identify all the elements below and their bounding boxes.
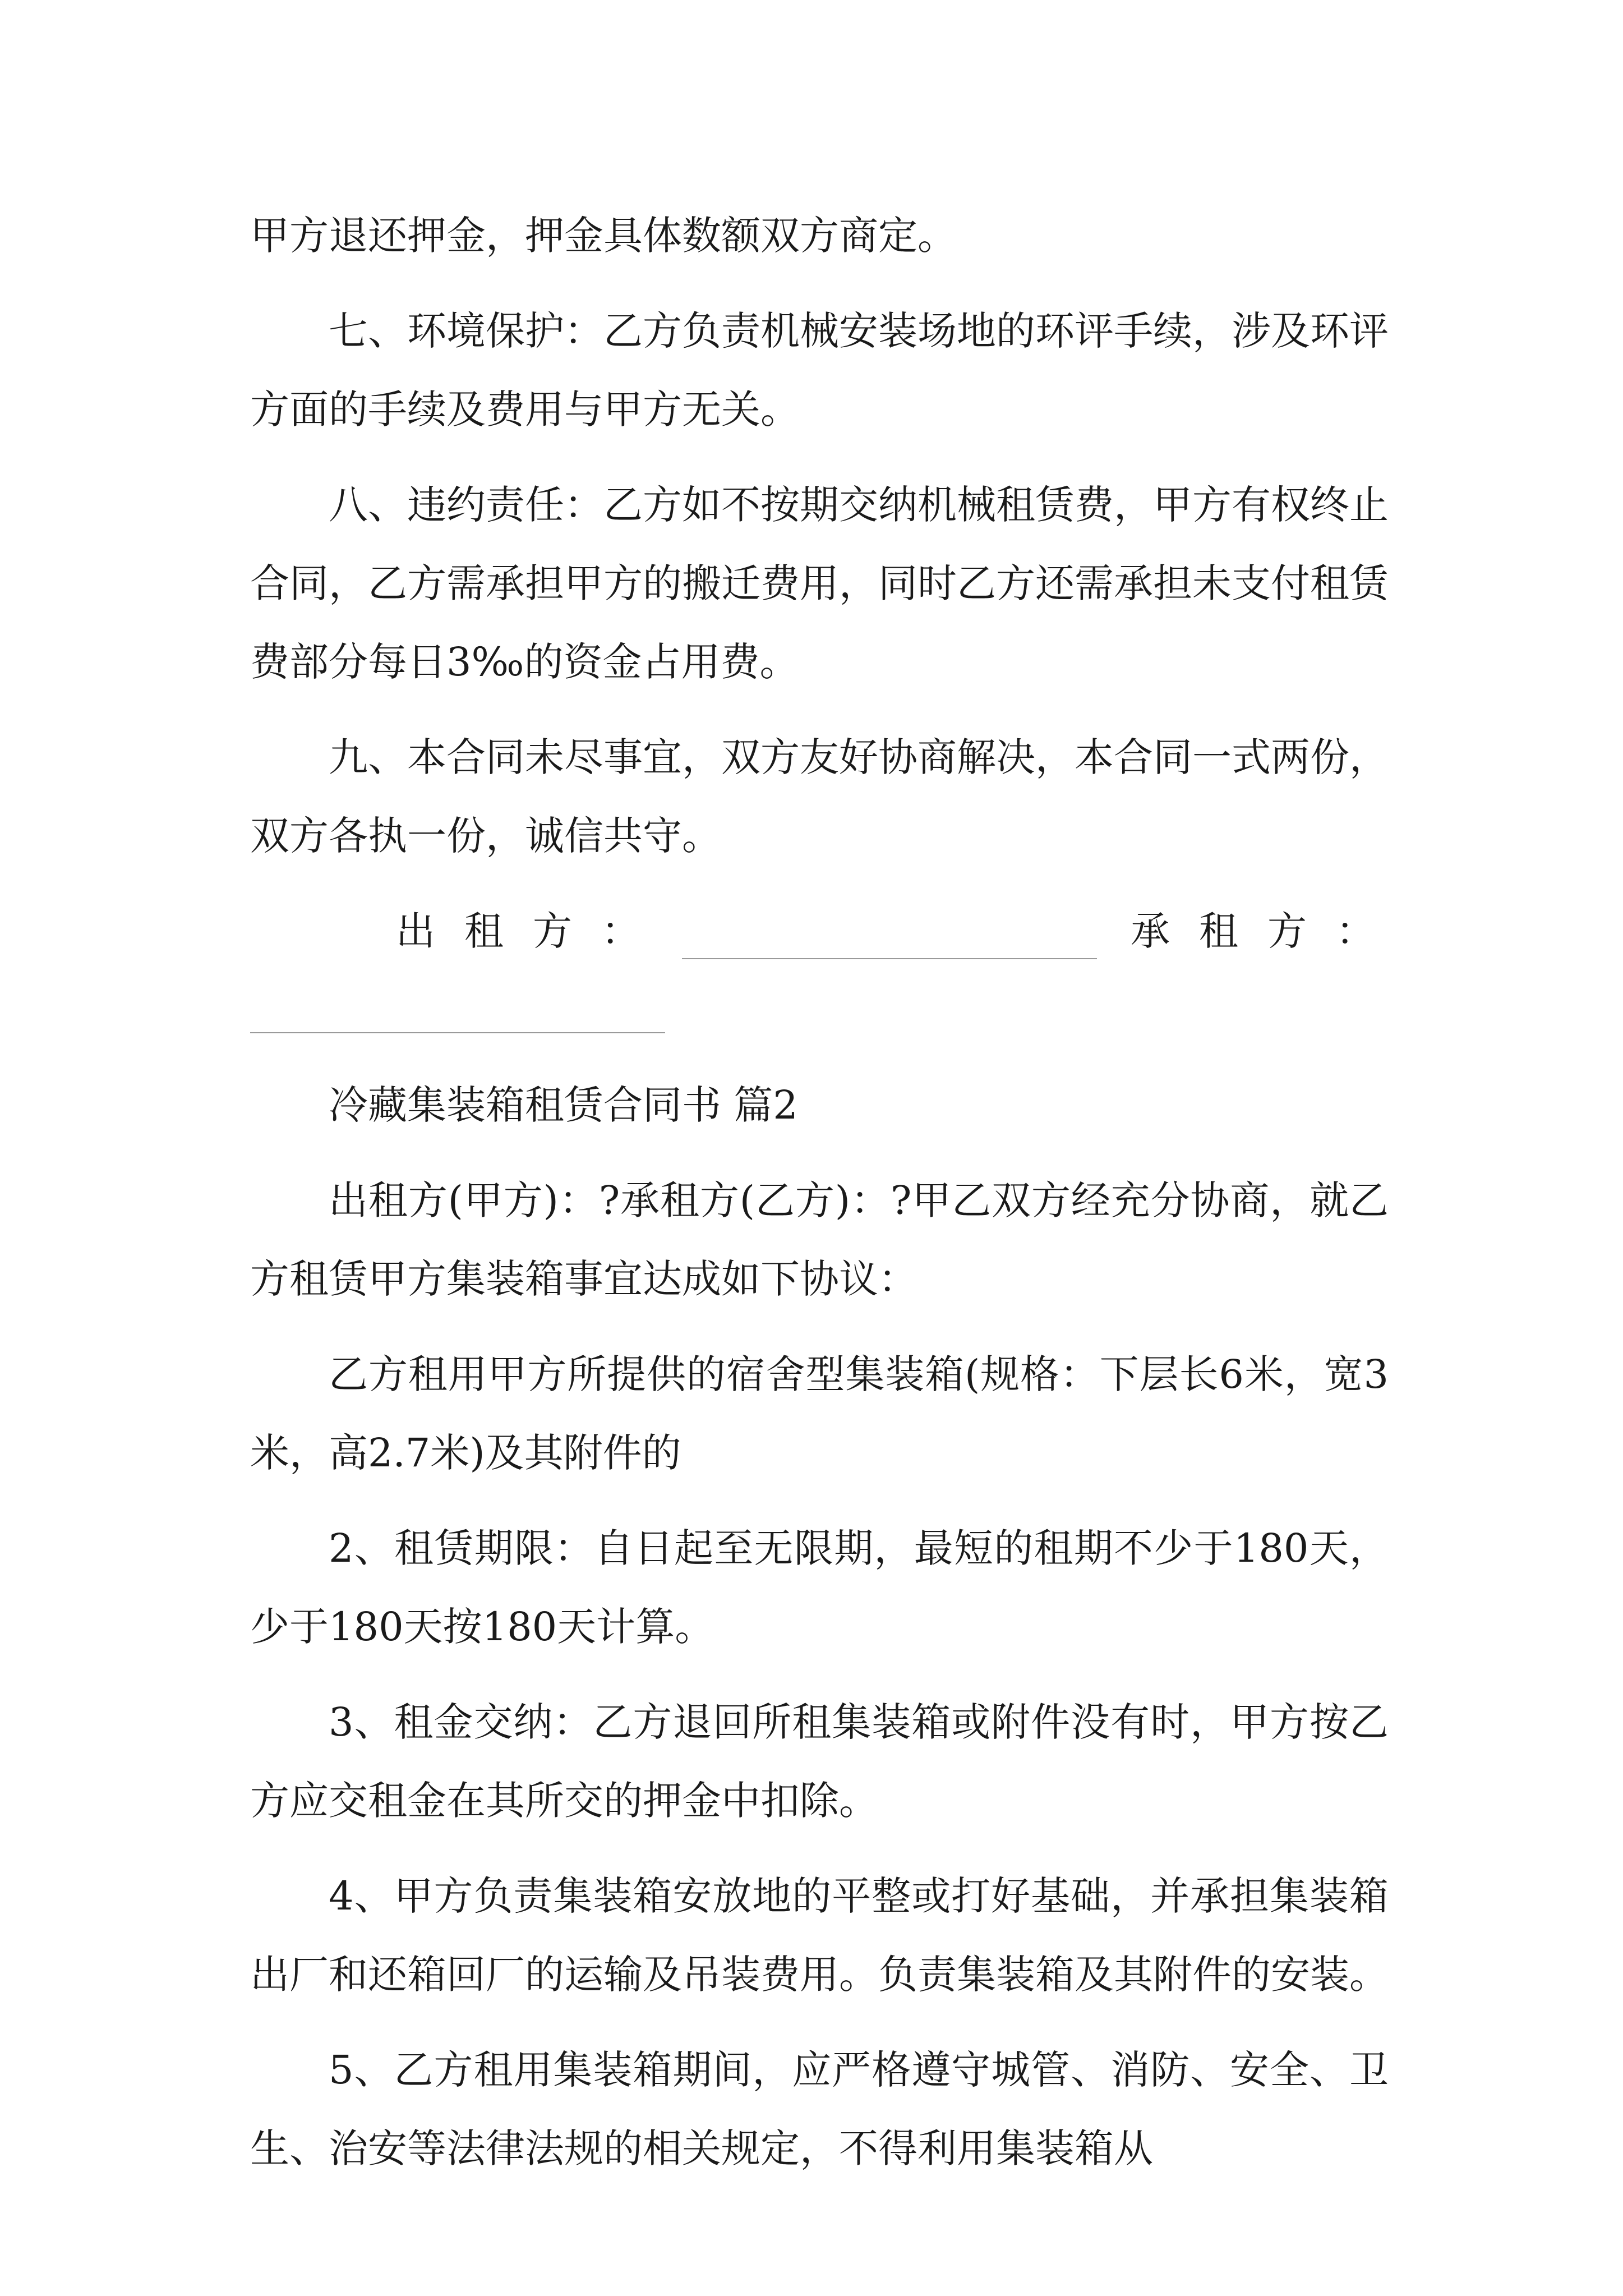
lessee-label: 承租方：	[1131, 908, 1404, 954]
paragraph-rent-payment: 3、租金交纳：乙方退回所租集装箱或附件没有时，甲方按乙方应交租金在其所交的押金中扣除。	[250, 1699, 1389, 1824]
spacer	[250, 987, 1389, 1066]
section-heading: 冷藏集装箱租赁合同书 篇2	[329, 1082, 798, 1128]
paragraph-deposit: 甲方退还押金，押金具体数额双方商定。	[250, 213, 957, 259]
paragraph-installation: 4、甲方负责集装箱安放地的平整或打好基础，并承担集装箱出厂和还箱回厂的运输及吊装费用。负责集装箱及其附件的安装。	[250, 1873, 1389, 1998]
document-page	[250, 196, 1404, 2205]
paragraph-misc: 九、本合同未尽事宜，双方友好协商解决，本合同一式两份，双方各执一份，诚信共守。	[250, 734, 1389, 859]
lessee-signature-line	[250, 1032, 665, 1033]
paragraph-environment: 七、环境保护：乙方负责机械安装场地的环评手续，涉及环评方面的手续及费用与甲方无关。	[250, 308, 1389, 432]
paragraph-lease-term: 2、租赁期限：自日起至无限期，最短的租期不少于180天，少于180天按180天计算。	[250, 1525, 1389, 1650]
paragraph-specification: 乙方租用甲方所提供的宿舍型集装箱(规格：下层长6米，宽3米，高2.7米)及其附件的	[250, 1351, 1389, 1476]
paragraph-breach: 八、违约责任：乙方如不按期交纳机械租赁费，甲方有权终止合同，乙方需承担甲方的搬迁费用，同时乙方还需承担未支付租赁费部分每日3‰的资金占用费。	[250, 482, 1389, 685]
paragraph-parties: 出租方(甲方)：?承租方(乙方)：?甲乙双方经充分协商，就乙方租赁甲方集装箱事宜达成如下协议：	[250, 1177, 1389, 1302]
lessor-label: 出租方：	[396, 908, 670, 954]
signature-block	[250, 892, 1404, 970]
paragraph-regulations: 5、乙方租用集装箱期间，应严格遵守城管、消防、安全、卫生、治安等法律法规的相关规定，不得利用集装箱从	[250, 2047, 1389, 2171]
lessor-signature-line	[682, 958, 1097, 959]
